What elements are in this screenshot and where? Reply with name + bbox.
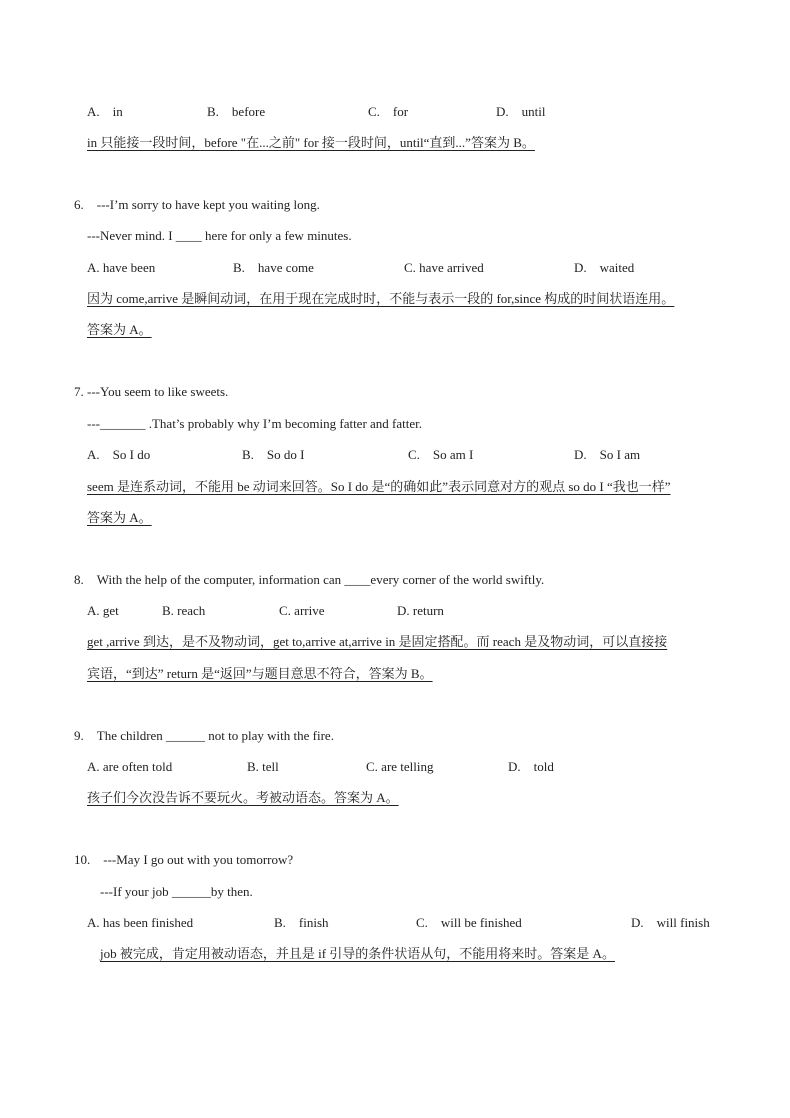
- question-stem: 6. ---I’m sorry to have kept you waiting long.: [74, 197, 320, 212]
- option-a: A. has been finished: [87, 915, 194, 930]
- option-d: D. So I am: [574, 447, 641, 462]
- explanation: in 只能接一段时间，before "在...之前" for 接一段时间，until“直到...”答案为 B。: [87, 135, 535, 150]
- explanation: job 被完成，肯定用被动语态，并且是 if 引导的条件状语从句，不能用将来时。答案是 A。: [100, 946, 615, 961]
- option-c: C. So am I: [408, 447, 474, 462]
- option-c: C. arrive: [279, 603, 325, 618]
- question-stem: 9. The children ______ not to play with the fire.: [74, 728, 334, 743]
- question-stem: 8. With the help of the computer, information can ____every corner of the world swiftly.: [74, 572, 545, 587]
- option-c: C. are telling: [366, 759, 434, 774]
- option-d: D. waited: [574, 260, 635, 275]
- option-b: B. before: [207, 104, 266, 119]
- explanation: 因为 come,arrive 是瞬间动词，在用于现在完成时时，不能与表示一段的 for,since 构成的时间状语连用。: [87, 291, 675, 306]
- option-a: A. So I do: [87, 447, 151, 462]
- option-a: A. are often told: [87, 759, 173, 774]
- option-b: B. finish: [274, 915, 329, 930]
- option-a: A. get: [87, 603, 119, 618]
- option-d: D. return: [397, 603, 444, 618]
- option-b: B. have come: [233, 260, 314, 275]
- option-d: D. told: [508, 759, 554, 774]
- option-b: B. reach: [162, 603, 206, 618]
- explanation-line2: 答案为 A。: [87, 322, 152, 337]
- option-d: D. until: [496, 104, 546, 119]
- option-c: C. will be finished: [416, 915, 522, 930]
- option-d: D. will finish: [631, 915, 710, 930]
- question-stem-line2: ---If your job ______by then.: [100, 884, 253, 899]
- option-b: B. tell: [247, 759, 279, 774]
- question-stem: 7. ---You seem to like sweets.: [74, 384, 229, 399]
- option-b: B. So do I: [242, 447, 305, 462]
- option-a: A. in: [87, 104, 123, 119]
- question-stem-line2: ---_______ .That’s probably why I’m becoming fatter and fatter.: [87, 416, 423, 431]
- question-stem-line2: ---Never mind. I ____ here for only a few minutes.: [87, 228, 352, 243]
- option-a: A. have been: [87, 260, 156, 275]
- question-stem: 10. ---May I go out with you tomorrow?: [74, 852, 294, 867]
- explanation: 孩子们今次没告诉不要玩火。考被动语态。答案为 A。: [87, 790, 399, 805]
- explanation-line2: 宾语，“到达” return 是“返回”与题目意思不符合，答案为 B。: [87, 666, 433, 681]
- explanation: get ,arrive 到达，是不及物动词，get to,arrive at,arrive in 是固定搭配。而 reach 是及物动词，可以直接接: [87, 634, 668, 649]
- explanation-line2: 答案为 A。: [87, 510, 152, 525]
- option-c: C. have arrived: [404, 260, 484, 275]
- option-c: C. for: [368, 104, 409, 119]
- explanation: seem 是连系动词，不能用 be 动词来回答。So I do 是“的确如此”表示同意对方的观点 so do I “我也一样”: [87, 479, 671, 494]
